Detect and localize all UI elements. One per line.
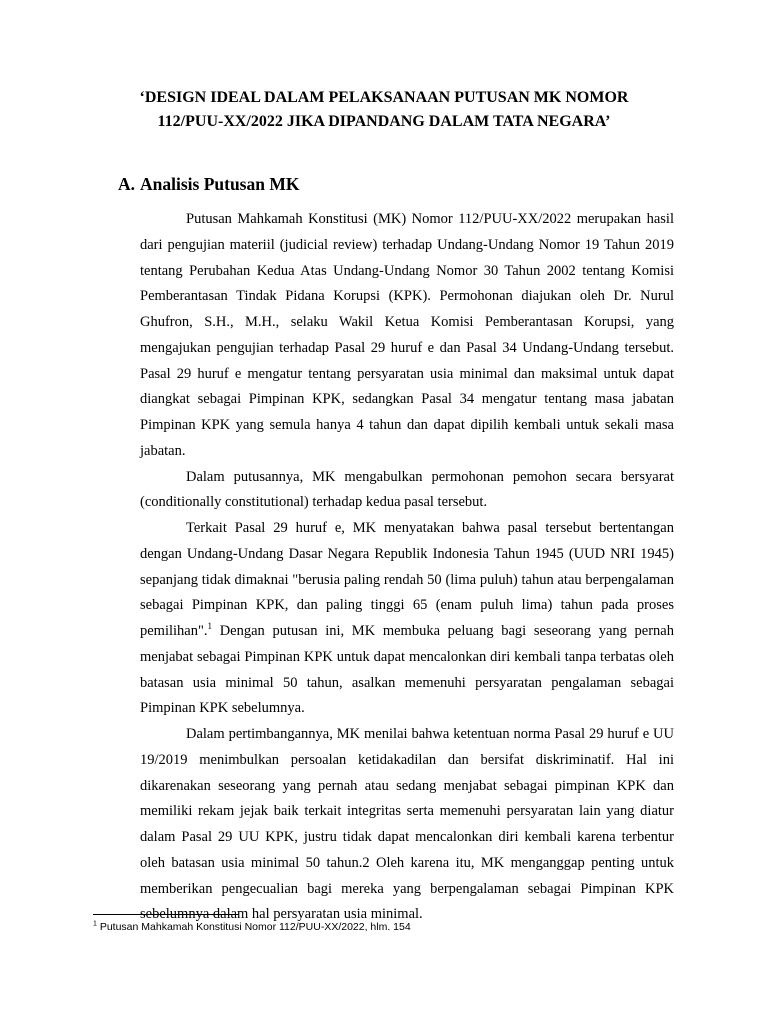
section-letter: A.: [118, 174, 136, 194]
footnote-text: Putusan Mahkamah Konstitusi Nomor 112/PUU-XX/2022, hlm. 154: [96, 921, 411, 933]
footnote: [93, 920, 411, 934]
document-title: [60, 86, 708, 134]
paragraph-3: [140, 516, 674, 722]
paragraph-2: [140, 465, 674, 517]
title-line-2: 112/PUU-XX/2022 JIKA DIPANDANG DALAM TATA NEGARA’: [157, 113, 611, 130]
footnote-separator: [93, 914, 239, 915]
paragraph-1: [140, 207, 674, 465]
title-line-1: ‘DESIGN IDEAL DALAM PELAKSANAAN PUTUSAN MK NOMOR: [139, 89, 629, 106]
footnote-marker: 1: [93, 920, 97, 928]
paragraph-4: [140, 722, 674, 928]
paragraph-2-text: Dalam putusannya, MK mengabulkan permohonan pemohon secara bersyarat (conditionally constitutional) terhadap kedua pasal tersebut.: [140, 468, 674, 511]
body-text: [140, 180, 674, 928]
paragraph-1-text: Putusan Mahkamah Konstitusi (MK) Nomor 112/PUU-XX/2022 merupakan hasil dari pengujian materiil (judicial review) terhadap Undang-Undang Nomor 19 Tahun 2019 tentang Perubahan Kedua Atas Undang-Undang Nomor 30 Tahun 2002 tentang Komisi Pemberantasan Tindak Pidana Korupsi (KPK). Permohonan diajukan oleh Dr. Nurul Ghufron, S.H., M.H., selaku Wakil Ketua Komisi Pemberantasan Korupsi, yang mengajukan pengujian terhadap Pasal 29 huruf e dan Pasal 34 Undang-Undang tersebut. Pasal 29 huruf e mengatur tentang persyaratan usia minimal dan maksimal untuk dapat diangkat sebagai Pimpinan KPK, sedangkan Pasal 34 mengatur tentang masa jabatan Pimpinan KPK yang semula hanya 4 tahun dan dapat dipilih kembali untuk sekali masa jabatan.: [140, 211, 674, 459]
section-heading-text: Analisis Putusan MK: [140, 174, 300, 194]
paragraph-3-text-before-note: Terkait Pasal 29 huruf e, MK menyatakan bahwa pasal tersebut bertentangan dengan Undang-Undang Dasar Negara Republik Indonesia Tahun 1945 (UUD NRI 1945) sepanjang tidak dimaknai "berusia paling rendah 50 (lima puluh) tahun atau berpengalaman sebagai Pimpinan KPK, dan paling tinggi 65 (enam puluh lima) tahun pada proses pemilihan".: [140, 520, 674, 639]
paragraph-3-text-after-note: Dengan putusan ini, MK membuka peluang bagi seseorang yang pernah menjabat sebagai Pimpinan KPK untuk dapat mencalonkan diri kembali tanpa terbatas oleh batasan usia minimal 50 tahun, asalkan memenuhi persyaratan pengalaman sebagai Pimpinan KPK sebelumnya.: [140, 623, 674, 717]
paragraph-4-text: Dalam pertimbangannya, MK menilai bahwa ketentuan norma Pasal 29 huruf e UU 19/2019 menimbulkan persoalan ketidakadilan dan bersifat diskriminatif. Hal ini dikarenakan seseorang yang pernah atau sedang menjabat sebagai pimpinan KPK dan memiliki rekam jejak baik terkait integritas serta memenuhi persyaratan lain yang diatur dalam Pasal 29 UU KPK, justru tidak dapat mencalonkan diri kembali karena terbentur oleh batasan usia minimal 50 tahun.2 Oleh karena itu, MK menganggap penting untuk memberikan pengecualian bagi mereka yang berpengalaman sebagai Pimpinan KPK sebelumnya dalam hal persyaratan usia minimal.: [140, 726, 674, 923]
footnote-reference[interactable]: 1: [207, 621, 213, 632]
